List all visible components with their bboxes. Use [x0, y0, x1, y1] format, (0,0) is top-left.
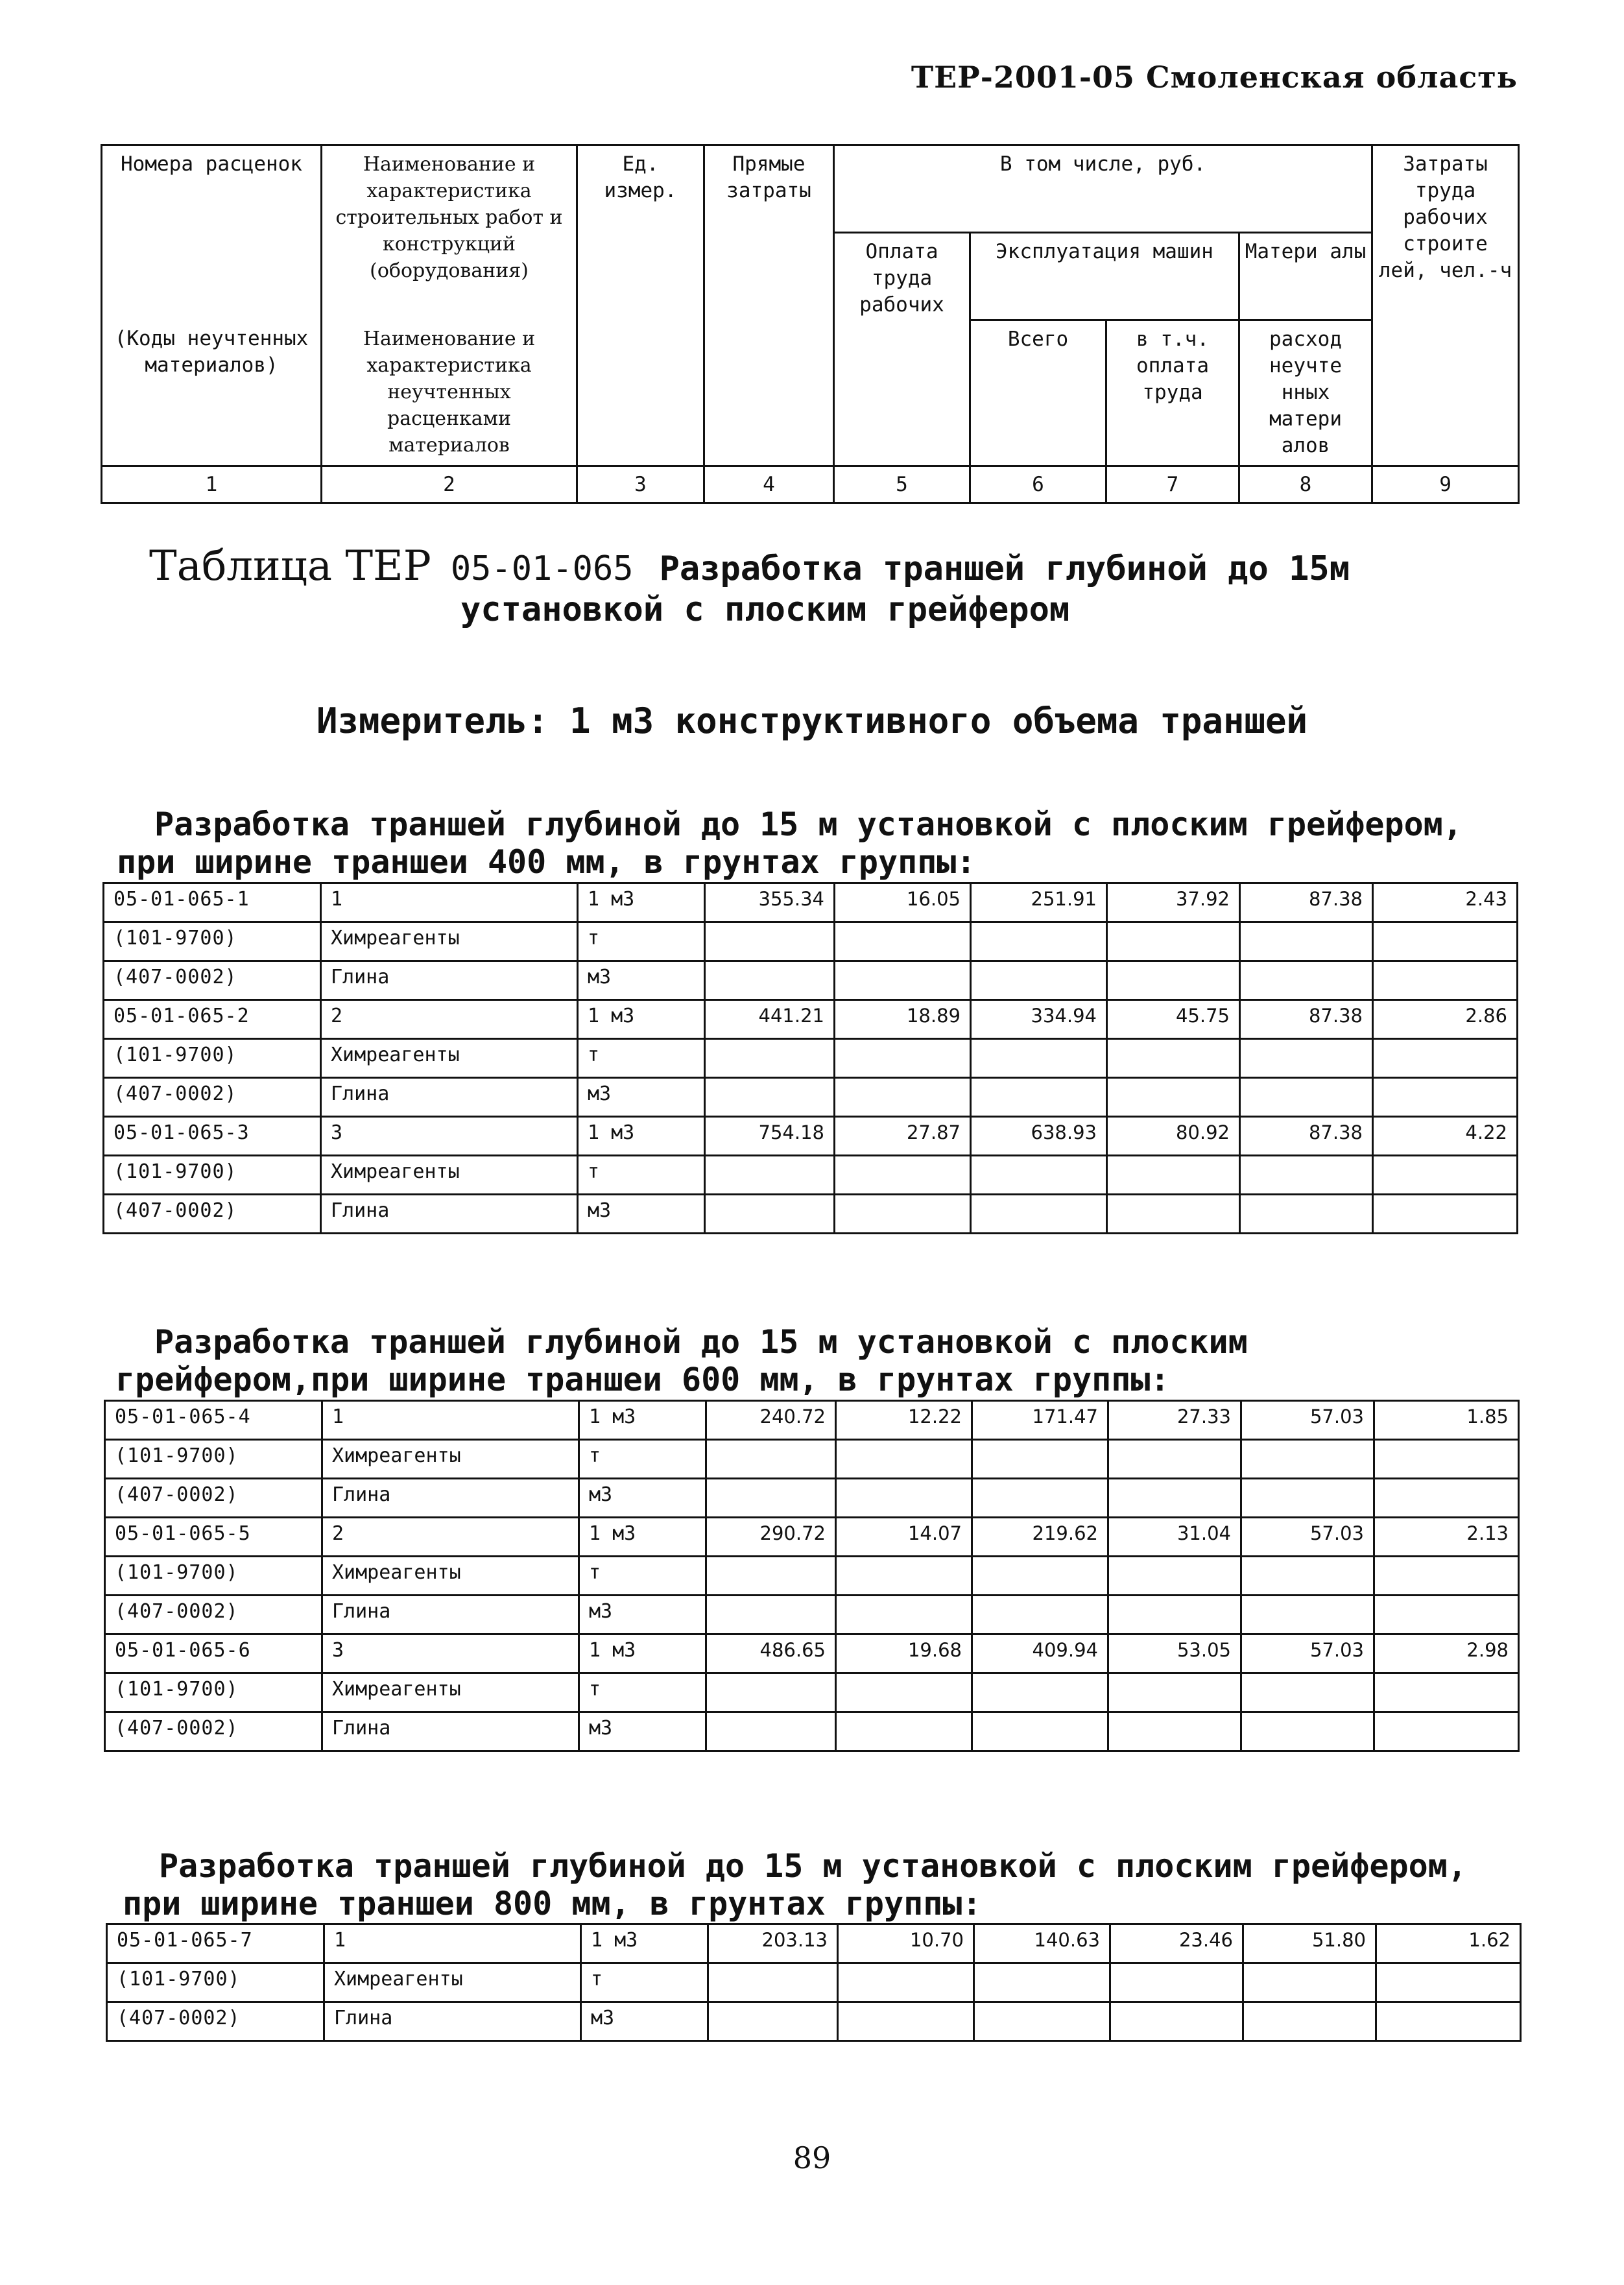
cell-direct-costs: 240.72 — [706, 1401, 836, 1440]
column-number: 6 — [970, 466, 1106, 503]
cell-rate-code: 05-01-065-2 — [104, 1000, 321, 1039]
cell-materials — [1241, 1712, 1374, 1751]
table-row — [104, 883, 1518, 922]
header-material-codes: (Коды неучтенных материалов) — [102, 320, 322, 466]
cell-materials — [1240, 1195, 1373, 1234]
cell-rate-code: (101-9700) — [104, 922, 321, 961]
cell-labor-hours — [1376, 1963, 1521, 2002]
table-row — [105, 1518, 1519, 1557]
cell-machines-labor: 27.33 — [1108, 1401, 1241, 1440]
cell-direct-costs — [706, 1557, 836, 1596]
cell-machines-labor — [1108, 1440, 1241, 1479]
cell-work-name: Глина — [324, 2002, 581, 2041]
cell-unit: т — [581, 1963, 708, 2002]
cell-labor-hours: 2.43 — [1373, 883, 1518, 922]
header-materials-consumption: расход неучте нных матери алов — [1239, 320, 1372, 466]
cell-labor-hours — [1374, 1673, 1519, 1712]
section-heading-line: Разработка траншей глубиной до 15 м установкой с плоским грейфером, — [159, 1847, 1467, 1885]
cell-materials: 57.03 — [1241, 1634, 1374, 1673]
cell-machines-labor — [1107, 1078, 1240, 1117]
cell-machines-labor — [1108, 1479, 1241, 1518]
table-row — [104, 922, 1518, 961]
cell-machines-total: 251.91 — [971, 883, 1107, 922]
header-direct-costs: Прямые затраты — [704, 145, 834, 466]
column-number: 9 — [1372, 466, 1519, 503]
cell-machines-total: 334.94 — [971, 1000, 1107, 1039]
cell-rate-code: 05-01-065-1 — [104, 883, 321, 922]
cell-machines-labor — [1107, 961, 1240, 1000]
cell-work-name: 3 — [321, 1117, 578, 1156]
cell-unit: 1 м3 — [578, 1000, 705, 1039]
cell-rate-code: (407-0002) — [105, 1712, 322, 1751]
cell-rate-code: 05-01-065-4 — [105, 1401, 322, 1440]
cell-unit: м3 — [581, 2002, 708, 2041]
cell-labor-pay: 27.87 — [835, 1117, 971, 1156]
cell-labor-pay — [835, 922, 971, 961]
cell-unit: м3 — [578, 1078, 705, 1117]
cell-materials — [1241, 1479, 1374, 1518]
cell-materials — [1240, 1156, 1373, 1195]
cell-materials — [1241, 1596, 1374, 1634]
rates-table — [106, 1923, 1522, 2042]
cell-direct-costs — [705, 961, 835, 1000]
cell-machines-total — [971, 1039, 1107, 1078]
cell-machines-labor — [1108, 1557, 1241, 1596]
table-row — [105, 1440, 1519, 1479]
cell-work-name: Глина — [321, 961, 578, 1000]
header-labor-pay: Оплата труда рабочих — [834, 233, 970, 466]
cell-labor-hours: 2.86 — [1373, 1000, 1518, 1039]
table-row — [104, 1117, 1518, 1156]
cell-machines-labor — [1107, 1039, 1240, 1078]
cell-direct-costs — [708, 1963, 838, 2002]
table-title-code: 05-01-065 — [450, 549, 634, 588]
cell-machines-total — [974, 1963, 1110, 2002]
cell-labor-pay: 18.89 — [835, 1000, 971, 1039]
cell-labor-hours — [1373, 1156, 1518, 1195]
table-row — [107, 1924, 1521, 1963]
cell-materials — [1240, 1039, 1373, 1078]
table-row — [104, 961, 1518, 1000]
cell-materials — [1241, 1673, 1374, 1712]
table-row — [105, 1634, 1519, 1673]
cell-machines-labor — [1108, 1673, 1241, 1712]
cell-materials: 51.80 — [1243, 1924, 1376, 1963]
table-row — [104, 1000, 1518, 1039]
cell-machines-total: 409.94 — [972, 1634, 1108, 1673]
cell-rate-code: 05-01-065-7 — [107, 1924, 324, 1963]
cell-direct-costs: 486.65 — [706, 1634, 836, 1673]
cell-direct-costs: 203.13 — [708, 1924, 838, 1963]
header-material-name: Наименование и характеристика неучтенных расценками материалов — [322, 320, 577, 466]
cell-work-name: 2 — [322, 1518, 579, 1557]
cell-materials: 57.03 — [1241, 1518, 1374, 1557]
cell-labor-pay — [836, 1712, 972, 1751]
cell-machines-labor — [1110, 2002, 1243, 2041]
cell-unit: 1 м3 — [579, 1401, 706, 1440]
rates-table — [102, 882, 1518, 1234]
header-unit: Ед. измер. — [577, 145, 704, 466]
cell-labor-pay — [838, 2002, 974, 2041]
header-labor-hours: Затраты труда рабочих строите лей, чел.-ч — [1372, 145, 1519, 466]
cell-labor-pay — [835, 1078, 971, 1117]
cell-work-name: Глина — [322, 1479, 579, 1518]
cell-labor-pay — [836, 1440, 972, 1479]
cell-direct-costs — [705, 1078, 835, 1117]
cell-direct-costs — [705, 1156, 835, 1195]
cell-machines-total — [971, 1078, 1107, 1117]
header-materials: Матери алы — [1239, 233, 1372, 320]
cell-labor-pay — [836, 1596, 972, 1634]
cell-rate-code: (407-0002) — [104, 1078, 321, 1117]
cell-unit: 1 м3 — [579, 1518, 706, 1557]
column-number: 1 — [102, 466, 322, 503]
table-row — [104, 1039, 1518, 1078]
cell-machines-total — [971, 922, 1107, 961]
column-number: 8 — [1239, 466, 1372, 503]
cell-direct-costs — [706, 1440, 836, 1479]
table-title-name: Разработка траншей глубиной до 15м — [659, 549, 1350, 588]
header-machines-total: Всего — [970, 320, 1106, 466]
cell-machines-total — [972, 1440, 1108, 1479]
cell-labor-hours: 2.98 — [1374, 1634, 1519, 1673]
cell-rate-code: (407-0002) — [107, 2002, 324, 2041]
cell-work-name: Химреагенты — [322, 1440, 579, 1479]
cell-rate-code: 05-01-065-6 — [105, 1634, 322, 1673]
cell-direct-costs — [706, 1596, 836, 1634]
cell-labor-hours — [1374, 1712, 1519, 1751]
cell-rate-code: (101-9700) — [107, 1963, 324, 2002]
cell-work-name: 1 — [324, 1924, 581, 1963]
cell-labor-hours: 1.85 — [1374, 1401, 1519, 1440]
cell-work-name: Химреагенты — [321, 1156, 578, 1195]
cell-work-name: Глина — [321, 1195, 578, 1234]
cell-machines-total — [972, 1712, 1108, 1751]
cell-labor-hours — [1374, 1557, 1519, 1596]
cell-unit: м3 — [578, 1195, 705, 1234]
cell-rate-code: 05-01-065-3 — [104, 1117, 321, 1156]
cell-machines-total: 171.47 — [972, 1401, 1108, 1440]
column-header-table — [101, 144, 1520, 504]
cell-unit: 1 м3 — [578, 1117, 705, 1156]
column-number: 2 — [322, 466, 577, 503]
cell-machines-labor — [1110, 1963, 1243, 2002]
cell-unit: т — [578, 922, 705, 961]
cell-work-name: 1 — [322, 1401, 579, 1440]
cell-machines-labor: 23.46 — [1110, 1924, 1243, 1963]
cell-machines-labor: 37.92 — [1107, 883, 1240, 922]
cell-machines-labor: 31.04 — [1108, 1518, 1241, 1557]
page-number: 89 — [793, 2140, 831, 2175]
section-heading-line: грейфером,при ширине траншеи 600 мм, в грунтах группы: — [115, 1361, 1170, 1398]
cell-labor-hours: 2.13 — [1374, 1518, 1519, 1557]
cell-machines-total: 638.93 — [971, 1117, 1107, 1156]
cell-rate-code: 05-01-065-5 — [105, 1518, 322, 1557]
cell-rate-code: (101-9700) — [105, 1557, 322, 1596]
cell-machines-total — [971, 1156, 1107, 1195]
header-work-name: Наименование и характеристика строительных работ и конструкций (оборудования) — [322, 145, 577, 320]
cell-work-name: Химреагенты — [321, 1039, 578, 1078]
cell-labor-pay — [835, 1195, 971, 1234]
cell-labor-hours — [1374, 1440, 1519, 1479]
header-rate-numbers: Номера расценок — [102, 145, 322, 320]
cell-labor-hours — [1373, 961, 1518, 1000]
cell-rate-code: (101-9700) — [104, 1039, 321, 1078]
table-row — [105, 1401, 1519, 1440]
cell-labor-pay — [835, 961, 971, 1000]
cell-work-name: Химреагенты — [322, 1557, 579, 1596]
cell-unit: 1 м3 — [578, 883, 705, 922]
table-title-prefix: Таблица ТЕР — [149, 542, 431, 590]
cell-labor-pay: 16.05 — [835, 883, 971, 922]
cell-materials — [1243, 1963, 1376, 2002]
section-heading-line: Разработка траншей глубиной до 15 м установкой с плоским грейфером, — [154, 806, 1463, 843]
section-heading — [117, 806, 1463, 881]
cell-unit: 1 м3 — [579, 1634, 706, 1673]
cell-rate-code: (407-0002) — [105, 1596, 322, 1634]
cell-labor-pay: 10.70 — [838, 1924, 974, 1963]
cell-work-name: Химреагенты — [324, 1963, 581, 2002]
cell-unit: т — [578, 1156, 705, 1195]
cell-machines-labor — [1107, 1195, 1240, 1234]
rates-table — [104, 1400, 1520, 1752]
cell-labor-pay — [838, 1963, 974, 2002]
cell-materials — [1243, 2002, 1376, 2041]
cell-materials — [1241, 1440, 1374, 1479]
table-row — [107, 2002, 1521, 2041]
cell-rate-code: (407-0002) — [104, 1195, 321, 1234]
table-title — [149, 544, 1511, 592]
cell-work-name: Глина — [321, 1078, 578, 1117]
cell-unit: т — [579, 1673, 706, 1712]
running-header: ТЕР-2001-05 Смоленская область — [911, 60, 1518, 95]
table-row — [105, 1557, 1519, 1596]
cell-machines-labor: 80.92 — [1107, 1117, 1240, 1156]
cell-machines-labor: 45.75 — [1107, 1000, 1240, 1039]
cell-unit: 1 м3 — [581, 1924, 708, 1963]
cell-machines-total — [974, 2002, 1110, 2041]
cell-materials: 87.38 — [1240, 1117, 1373, 1156]
table-row — [104, 1156, 1518, 1195]
table-row — [105, 1479, 1519, 1518]
table-title-name-line2: установкой с плоским грейфером — [460, 590, 1070, 629]
section-heading — [123, 1847, 1467, 1922]
cell-direct-costs — [706, 1673, 836, 1712]
cell-labor-hours — [1374, 1479, 1519, 1518]
cell-machines-labor — [1107, 922, 1240, 961]
cell-unit: т — [579, 1557, 706, 1596]
cell-machines-total: 140.63 — [974, 1924, 1110, 1963]
cell-unit: т — [578, 1039, 705, 1078]
cell-work-name: 3 — [322, 1634, 579, 1673]
cell-labor-pay: 19.68 — [836, 1634, 972, 1673]
cell-direct-costs: 290.72 — [706, 1518, 836, 1557]
cell-materials: 57.03 — [1241, 1401, 1374, 1440]
section-heading-line: Разработка траншей глубиной до 15 м установкой с плоским — [154, 1323, 1248, 1361]
header-including-group: В том числе, руб. — [834, 145, 1372, 233]
cell-materials: 87.38 — [1240, 883, 1373, 922]
cell-rate-code: (101-9700) — [105, 1440, 322, 1479]
cell-labor-hours: 1.62 — [1376, 1924, 1521, 1963]
cell-work-name: 1 — [321, 883, 578, 922]
cell-direct-costs — [708, 2002, 838, 2041]
table-row — [107, 1963, 1521, 2002]
cell-labor-hours — [1373, 1039, 1518, 1078]
cell-unit: т — [579, 1440, 706, 1479]
cell-direct-costs — [705, 1039, 835, 1078]
cell-rate-code: (101-9700) — [104, 1156, 321, 1195]
cell-machines-total: 219.62 — [972, 1518, 1108, 1557]
cell-machines-total — [972, 1557, 1108, 1596]
table-row — [105, 1673, 1519, 1712]
cell-direct-costs: 441.21 — [705, 1000, 835, 1039]
cell-direct-costs — [706, 1479, 836, 1518]
header-machines: Эксплуатация машин — [970, 233, 1239, 320]
cell-materials — [1240, 961, 1373, 1000]
cell-direct-costs — [706, 1712, 836, 1751]
cell-machines-total — [972, 1479, 1108, 1518]
cell-direct-costs: 355.34 — [705, 883, 835, 922]
cell-labor-pay — [836, 1673, 972, 1712]
cell-labor-pay — [836, 1557, 972, 1596]
cell-labor-hours: 4.22 — [1373, 1117, 1518, 1156]
cell-labor-pay — [835, 1039, 971, 1078]
table-row — [105, 1712, 1519, 1751]
cell-work-name: Глина — [322, 1712, 579, 1751]
cell-labor-hours — [1373, 922, 1518, 961]
cell-materials — [1241, 1557, 1374, 1596]
cell-labor-pay — [836, 1479, 972, 1518]
cell-machines-total — [972, 1673, 1108, 1712]
cell-machines-total — [971, 961, 1107, 1000]
cell-rate-code: (407-0002) — [104, 961, 321, 1000]
table-row — [104, 1078, 1518, 1117]
cell-machines-labor — [1108, 1596, 1241, 1634]
cell-rate-code: (101-9700) — [105, 1673, 322, 1712]
cell-work-name: Химреагенты — [322, 1673, 579, 1712]
column-number: 3 — [577, 466, 704, 503]
cell-work-name: Глина — [322, 1596, 579, 1634]
cell-labor-hours — [1373, 1078, 1518, 1117]
cell-rate-code: (407-0002) — [105, 1479, 322, 1518]
cell-materials: 87.38 — [1240, 1000, 1373, 1039]
section-heading-line: при ширине траншеи 400 мм, в грунтах группы: — [117, 843, 976, 881]
cell-work-name: Химреагенты — [321, 922, 578, 961]
table-row — [104, 1195, 1518, 1234]
cell-labor-pay — [835, 1156, 971, 1195]
cell-labor-hours — [1374, 1596, 1519, 1634]
cell-unit: м3 — [579, 1596, 706, 1634]
section-heading-line: при ширине траншеи 800 мм, в грунтах группы: — [123, 1885, 982, 1922]
cell-machines-labor — [1107, 1156, 1240, 1195]
cell-unit: м3 — [578, 961, 705, 1000]
cell-direct-costs: 754.18 — [705, 1117, 835, 1156]
column-number: 7 — [1106, 466, 1239, 503]
cell-machines-labor — [1108, 1712, 1241, 1751]
cell-work-name: 2 — [321, 1000, 578, 1039]
cell-machines-labor: 53.05 — [1108, 1634, 1241, 1673]
cell-labor-pay: 14.07 — [836, 1518, 972, 1557]
column-number: 5 — [834, 466, 970, 503]
cell-unit: м3 — [579, 1712, 706, 1751]
cell-labor-pay: 12.22 — [836, 1401, 972, 1440]
cell-labor-hours — [1373, 1195, 1518, 1234]
cell-unit: м3 — [579, 1479, 706, 1518]
cell-labor-hours — [1376, 2002, 1521, 2041]
column-number: 4 — [704, 466, 834, 503]
cell-machines-total — [972, 1596, 1108, 1634]
cell-materials — [1240, 1078, 1373, 1117]
cell-machines-total — [971, 1195, 1107, 1234]
cell-direct-costs — [705, 922, 835, 961]
cell-materials — [1240, 922, 1373, 961]
header-machines-labor: в т.ч. оплата труда — [1106, 320, 1239, 466]
section-heading — [115, 1323, 1248, 1398]
table-row — [105, 1596, 1519, 1634]
cell-direct-costs — [705, 1195, 835, 1234]
measurement-unit: Измеритель: 1 м3 конструктивного объема траншей — [316, 700, 1308, 741]
